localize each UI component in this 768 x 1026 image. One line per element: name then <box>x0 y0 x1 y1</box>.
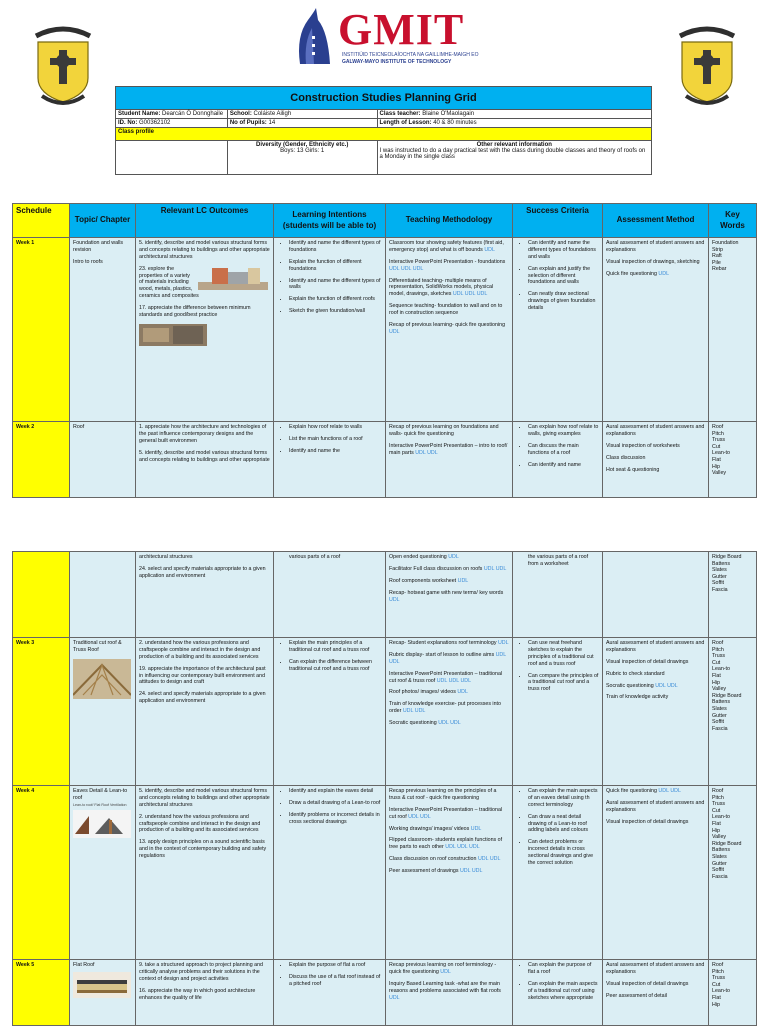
topic-cell <box>70 552 136 638</box>
header-methodology: Teaching Methodology <box>386 204 513 238</box>
table-row-week-4 <box>13 786 757 960</box>
diversity-cell: Diversity (Gender, Ethnicity etc.) Boys: 13 Girls: 1 <box>227 141 377 175</box>
gmit-subtitle-english: GALWAY-MAYO INSTITUTE OF TECHNOLOGY <box>342 59 452 65</box>
intentions-cell: • Explain the purpose of flat a roof • Discuss the use of a flat roof instead of a pitched roof <box>274 960 386 1026</box>
thumb-caption: Lean-to roof/ Flat Roof Ventilation <box>73 802 127 807</box>
student-name-cell: Student Name: Dearcán Ó Donnghaile <box>116 110 228 119</box>
planning-grid-title: Construction Studies Planning Grid <box>116 87 652 110</box>
class-info-table <box>115 86 652 175</box>
week-label: Week 2 <box>13 422 70 498</box>
keywords-cell: Roof Pitch Truss Cut Lean-to Flat Hip Valley <box>709 422 757 498</box>
assessment-cell: Quick fire questioning UDL UDL Aural assessment of student answers and explanations Visual inspection of detail drawings <box>603 786 709 960</box>
assessment-cell <box>603 552 709 638</box>
week-label: Week 5 <box>13 960 70 1026</box>
topic-cell: Roof <box>70 422 136 498</box>
profile-empty-cell <box>116 141 228 175</box>
header-assessment: Assessment Method <box>603 204 709 238</box>
table-row-week-3 <box>13 638 757 786</box>
lesson-length-cell: Length of Lesson: 40 & 80 minutes <box>377 119 651 128</box>
school-cell: School: Coláiste Ailigh <box>227 110 377 119</box>
methodology-cell: Open ended questioning UDL Facilitator Full class discussion on roofs UDL UDL Roof components worksheet UDL Recap- hotseat game with new terms/ key words UDL <box>386 552 513 638</box>
outcomes-cell: 1. appreciate how the architecture and technologies of the past influence contemporary designs and the general built environmen 5. identify, describe and model various structural forms and concepts relating to buildings and other appropriate <box>136 422 274 498</box>
keywords-cell: Foundation Strip Raft Pile Rebar <box>709 238 757 422</box>
topic-cell: Foundation and walls revision Intro to roofs <box>70 238 136 422</box>
assessment-cell: Aural assessment of student answers and explanations Visual inspection of drawings, sketching Quick fire questioning UDL <box>603 238 709 422</box>
intentions-cell: • Explain how roof relate to walls • List the main functions of a roof • Identify and name the <box>274 422 386 498</box>
colaiste-ailigh-crest-right <box>676 22 738 108</box>
week-label: Week 4 <box>13 786 70 960</box>
gmit-tower-icon <box>292 6 338 66</box>
other-info-cell: Other relevant information I was instructed to do a day practical test with the class during double classes and theory of roofs on a Monday in the single class <box>377 141 651 175</box>
keywords-cell: Roof Pitch Truss Cut Lean-to Flat Hip Valley Ridge Board Battens Slates Gutter Soffit Fascia <box>709 786 757 960</box>
assessment-cell: Aural assessment of student answers and explanations Visual inspection of worksheets Class discussion Hot seat & questioning <box>603 422 709 498</box>
topic-cell: Flat Roof <box>70 960 136 1026</box>
roof-materials-image <box>139 324 207 346</box>
success-cell: • Can identify and name the different types of foundations and walls • Can explain and justify the selection of different foundations and walls • Can neatly draw sectional drawings of given foundation details <box>513 238 603 422</box>
success-cell: • Can explain the purpose of flat a roof • Can explain the main aspects of a traditional cut roof using sketches where appropriate <box>513 960 603 1026</box>
intentions-cell: • Identify and explain the eaves detail • Draw a detail drawing of a Lean-to roof • Identify problems or incorrect details in cross sectional drawings <box>274 786 386 960</box>
methodology-cell: Classroom tour showing safety features (first aid, emergency stop) and what is off bounds UDL Interactive PowerPoint Presentation - foundations UDL UDL UDL Differentiated teaching- multiple means of representation, SolidWorks models, physical model, drawings, sketches UDL UDL UDL Sequence teaching- foundation to wall and on to roof in construction sequence Recap of previous learning- quick fire questioning UDL <box>386 238 513 422</box>
header-intentions: Learning Intentions (students will be able to) <box>274 204 386 238</box>
success-cell: • Can explain how roof relate to walls, giving examples • Can discuss the main functions of a roof • Can identify and name <box>513 422 603 498</box>
methodology-cell: Recap of previous learning on foundations and walls- quick fire questioning Interactive PowerPoint Presentation – intro to roof/ main parts UDL UDL <box>386 422 513 498</box>
methodology-cell: Recap previous learning on the principles of a truss & cut roof - quick fire questioning Interactive PowerPoint Presentation – traditional cut roof UDL UDL Working drawings/ images/ videos UDL Flipped classroom- students explain functions of tree parts to each other UDL UDL UDL Class discussion on roof construction UDL UDL Peer assessment of drawings UDL UDL <box>386 786 513 960</box>
table-row-week-5 <box>13 960 757 1026</box>
assessment-cell: Aural assessment of student answers and explanations Visual inspection of detail drawings Rubric to check standard Socratic questioning UDL UDL Train of knowledge activity <box>603 638 709 786</box>
methodology-cell: Recap- Student explanations roof terminology UDL Rubric display- start of lesson to outline aims UDL UDL Interactive PowerPoint Presentation – traditional cut roof & truss roof UDL UDL UDL Roof photos/ images/ videos UDL Train of knowledge exercise- put processes into order UDL UDL Socratic questioning UDL UDL <box>386 638 513 786</box>
week-label-empty <box>13 552 70 638</box>
planning-grid-page-2 <box>12 551 757 1026</box>
success-cell: the various parts of a roof from a worksheet <box>513 552 603 638</box>
colaiste-ailigh-crest-left <box>32 22 94 108</box>
header-success: Success Criteria <box>513 204 603 238</box>
success-cell: • Can explain the main aspects of an eaves detail using th correct terminology • Can draw a neat detail drawing of a Lean-to roof adding labels and colours • Can detect problems or incorrect details in cross sectional drawings and give the correct solution <box>513 786 603 960</box>
intentions-cell: various parts of a roof <box>274 552 386 638</box>
gmit-wordmark: GMIT <box>338 5 465 54</box>
keywords-cell: Ridge Board Battens Slates Gutter Soffit Fascia <box>709 552 757 638</box>
outcomes-cell: architectural structures 24. select and specify materials appropriate to a given application and environment <box>136 552 274 638</box>
wall-section-image <box>198 266 268 290</box>
roof-truss-image <box>73 659 131 699</box>
keywords-cell: Roof Pitch Truss Cut Lean-to Flat Hip <box>709 960 757 1026</box>
gmit-logo <box>292 5 479 68</box>
pupils-cell: No of Pupils: 14 <box>227 119 377 128</box>
success-cell: • Can use neat freehand sketches to explain the principles of a traditional cut roof and a truss roof • Can compare the principles of a traditional cut roof and a truss roof <box>513 638 603 786</box>
gmit-subtitle-irish: INSTITIÚID TEICNEOLAÍOCHTA NA GAILLIMHE-MAIGH EO <box>342 52 479 58</box>
table-row-week-2-continued <box>13 552 757 638</box>
header-topic: Topic/ Chapter <box>70 204 136 238</box>
outcomes-cell: 2. understand how the various professions and craftspeople combine and interact in the design and production of a building and its associated services 19. appreciate the importance of the architectural past in influencing our contemporary built environment and attitudes to design and craft 24. select and specify materials appropriate to a given application and environment <box>136 638 274 786</box>
week-label: Week 3 <box>13 638 70 786</box>
topic-cell: Traditional cut roof & Truss Roof <box>70 638 136 786</box>
class-profile-label: Class profile <box>116 128 652 141</box>
outcomes-cell: 9. take a structured approach to project planning and critically analyse problems and their solutions in the context of design and project activities 16. appreciate the way in which good architecture enhances the quality of life <box>136 960 274 1026</box>
table-row-week-2 <box>13 422 757 498</box>
intentions-cell: • Identify and name the different types of foundations • Explain the function of different foundations • Identify and name the different types of walls • Explain the function of different roofs • Sketch the given foundation/wall <box>274 238 386 422</box>
class-teacher-cell: Class teacher: Blaine O'Maolagain <box>377 110 651 119</box>
header-schedule: Schedule <box>13 204 70 238</box>
week-label: Week 1 <box>13 238 70 422</box>
planning-grid-page-1 <box>12 203 757 498</box>
table-row-week-1 <box>13 238 757 422</box>
intentions-cell: • Explain the main principles of a traditional cut roof and a truss roof • Can explain the difference between traditional cut roof and a truss roof <box>274 638 386 786</box>
header-keywords: Key Words <box>709 204 757 238</box>
header-outcomes: Relevant LC Outcomes <box>136 204 274 238</box>
keywords-cell: Roof Pitch Truss Cut Lean-to Flat Hip Valley Ridge Board Battens Slates Gutter Soffit Fascia <box>709 638 757 786</box>
methodology-cell: Recap previous learning on roof terminology - quick fire questioning UDL Inquiry Based Learning task -what are the main reasons and problems associated with flat roofs UDL <box>386 960 513 1026</box>
outcomes-cell: 5. identify, describe and model various structural forms and concepts relating to buildings and other appropriate architectural structures 2. understand how the various professions and craftspeople combine and interact in the design and production of a building and its associated services 13. apply design principles on a sound scientific basis and in the context of contemporary building and safety regulations <box>136 786 274 960</box>
flat-roof-image <box>73 972 131 998</box>
eaves-detail-image <box>73 810 131 838</box>
topic-cell: Eaves Detail & Lean-to roof Lean-to roof/ Flat Roof Ventilation <box>70 786 136 960</box>
assessment-cell: Aural assessment of student answers and explanations Visual inspection of detail drawings Peer assessment of detail <box>603 960 709 1026</box>
id-cell: ID. No: G00362102 <box>116 119 228 128</box>
outcomes-cell: 5. identify, describe and model various structural forms and concepts relating to buildings and other appropriate architectural structures 23. explore the properties of a variety of materials including wood, metals, plastics, ceramics and composites 17. appreciate the difference between minimum standards and good/best practice <box>136 238 274 422</box>
